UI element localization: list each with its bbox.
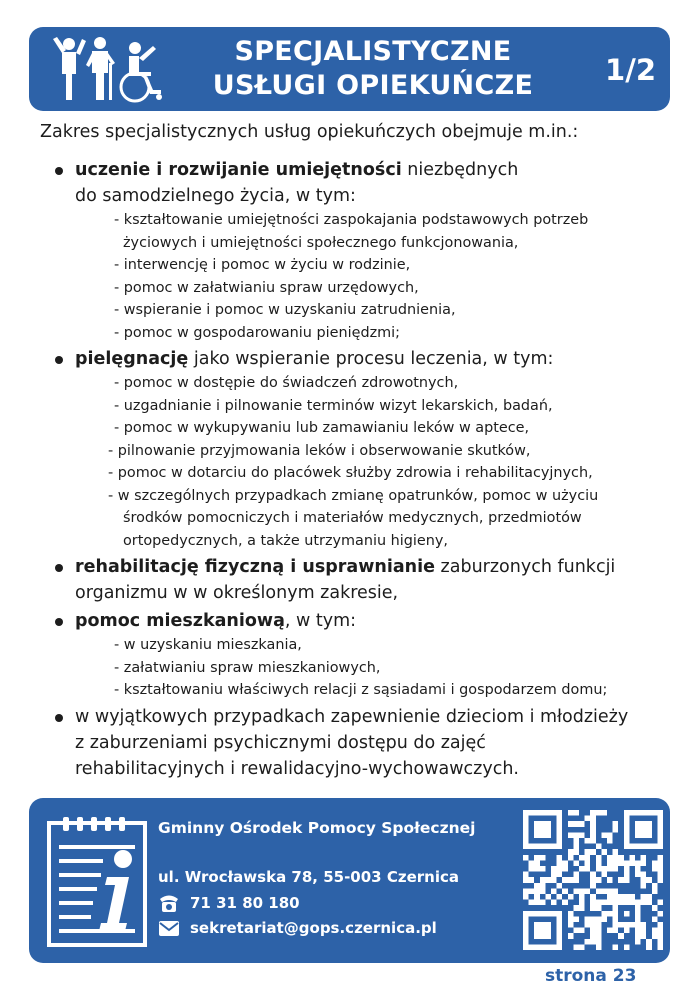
sub-item: - kształtowaniu właściwych relacji z sąsiadami i gospodarzem domu; <box>114 682 608 698</box>
list-item-housing <box>50 608 690 634</box>
sub-item: - pomoc w gospodarowaniu pieniędzmi; <box>114 324 401 341</box>
bullet-text-line3: rehabilitacyjnych i rewalidacyjno-wychowawczych. <box>75 758 519 779</box>
information-document-icon <box>43 815 151 951</box>
bullet-bold-text: pomoc mieszkaniową <box>75 611 285 631</box>
sub-item: - kształtowanie umiejętności zaspokajania podstawowych potrzeb <box>114 212 589 228</box>
services-list <box>50 157 690 782</box>
page-indicator: 1/2 <box>605 53 656 87</box>
sublist-education <box>50 209 690 344</box>
sub-item: - pomoc w wykupywaniu lub zamawianiu leków w aptece, <box>114 420 530 436</box>
bullet-bold-text: pielęgnację <box>75 349 189 369</box>
list-item-children <box>50 704 690 782</box>
header-banner <box>29 27 670 111</box>
phone-row <box>158 893 300 913</box>
sub-item: - pomoc w dostępie do świadczeń zdrowotnych, <box>114 375 459 391</box>
people-with-disabilities-icon <box>43 35 183 105</box>
bullet-text-line2: z zaburzeniami psychicznymi dostępu do zajęć <box>75 732 486 753</box>
bullet-text: niezbędnych <box>401 160 519 180</box>
email-address[interactable]: sekretariat@gops.czernica.pl <box>190 919 437 937</box>
bullet-bold-text: uczenie i rozwijanie umiejętności <box>75 160 402 180</box>
sub-item-continuation: ortopedycznych, a także utrzymaniu higieny, <box>123 532 448 549</box>
page-number: strona 23 <box>545 966 637 986</box>
sub-item: - załatwianiu spraw mieszkaniowych, <box>114 659 381 676</box>
envelope-icon <box>158 918 180 938</box>
sub-item-continuation: środków pomocniczych i materiałów medycznych, przedmiotów <box>123 510 582 526</box>
sub-item: - w uzyskaniu mieszkania, <box>114 637 302 653</box>
qr-code[interactable] <box>523 810 663 950</box>
organization-name: Gminny Ośrodek Pomocy Społecznej <box>158 819 476 837</box>
sub-item: - pomoc w załatwianiu spraw urzędowych, <box>114 279 419 296</box>
sublist-housing <box>50 634 690 702</box>
contact-footer <box>29 798 670 963</box>
bullet-text-line2: organizmu w w określonym zakresie, <box>75 583 399 603</box>
sublist-nursing <box>50 372 690 552</box>
phone-number[interactable]: 71 31 80 180 <box>190 894 300 912</box>
sub-item: - uzgadnianie i pilnowanie terminów wizyt lekarskich, badań, <box>114 397 553 414</box>
sub-item: - pilnowanie przyjmowania leków i obserwowanie skutków, <box>108 442 531 459</box>
bullet-text: jako wspieranie procesu leczenia, w tym: <box>188 349 554 369</box>
telephone-icon <box>158 893 180 913</box>
email-row <box>158 918 437 938</box>
bullet-text-line2: do samodzielnego życia, w tym: <box>75 186 356 206</box>
intro-text: Zakres specjalistycznych usług opiekuńczych obejmuje m.in.: <box>40 122 579 142</box>
bullet-text-line1: w wyjątkowych przypadkach zapewnienie dzieciom i młodzieży <box>75 706 629 727</box>
bullet-bold-text: rehabilitację fizyczną i usprawnianie <box>75 557 435 577</box>
sub-item-continuation: życiowych i umiejętności społecznego funkcjonowania, <box>123 234 519 251</box>
page-title <box>179 35 567 103</box>
sub-item: - w szczególnych przypadkach zmianę opatrunków, pomoc w użyciu <box>108 487 599 504</box>
sub-item: - pomoc w dotarciu do placówek służby zdrowia i rehabilitacyjnych, <box>108 465 593 481</box>
list-item-rehabilitation <box>50 554 690 606</box>
title-line-1: SPECJALISTYCZNE <box>234 36 512 67</box>
title-line-2: USŁUGI OPIEKUŃCZE <box>212 70 534 101</box>
bullet-text: zaburzonych funkcji <box>434 557 616 577</box>
bullet-text: , w tym: <box>284 611 357 631</box>
sub-item: - interwencję i pomoc w życiu w rodzinie, <box>114 257 411 273</box>
list-item-nursing <box>50 346 690 372</box>
address: ul. Wrocławska 78, 55-003 Czernica <box>158 868 459 886</box>
sub-item: - wspieranie i pomoc w uzyskaniu zatrudnienia, <box>114 302 456 318</box>
list-item-education <box>50 157 690 209</box>
